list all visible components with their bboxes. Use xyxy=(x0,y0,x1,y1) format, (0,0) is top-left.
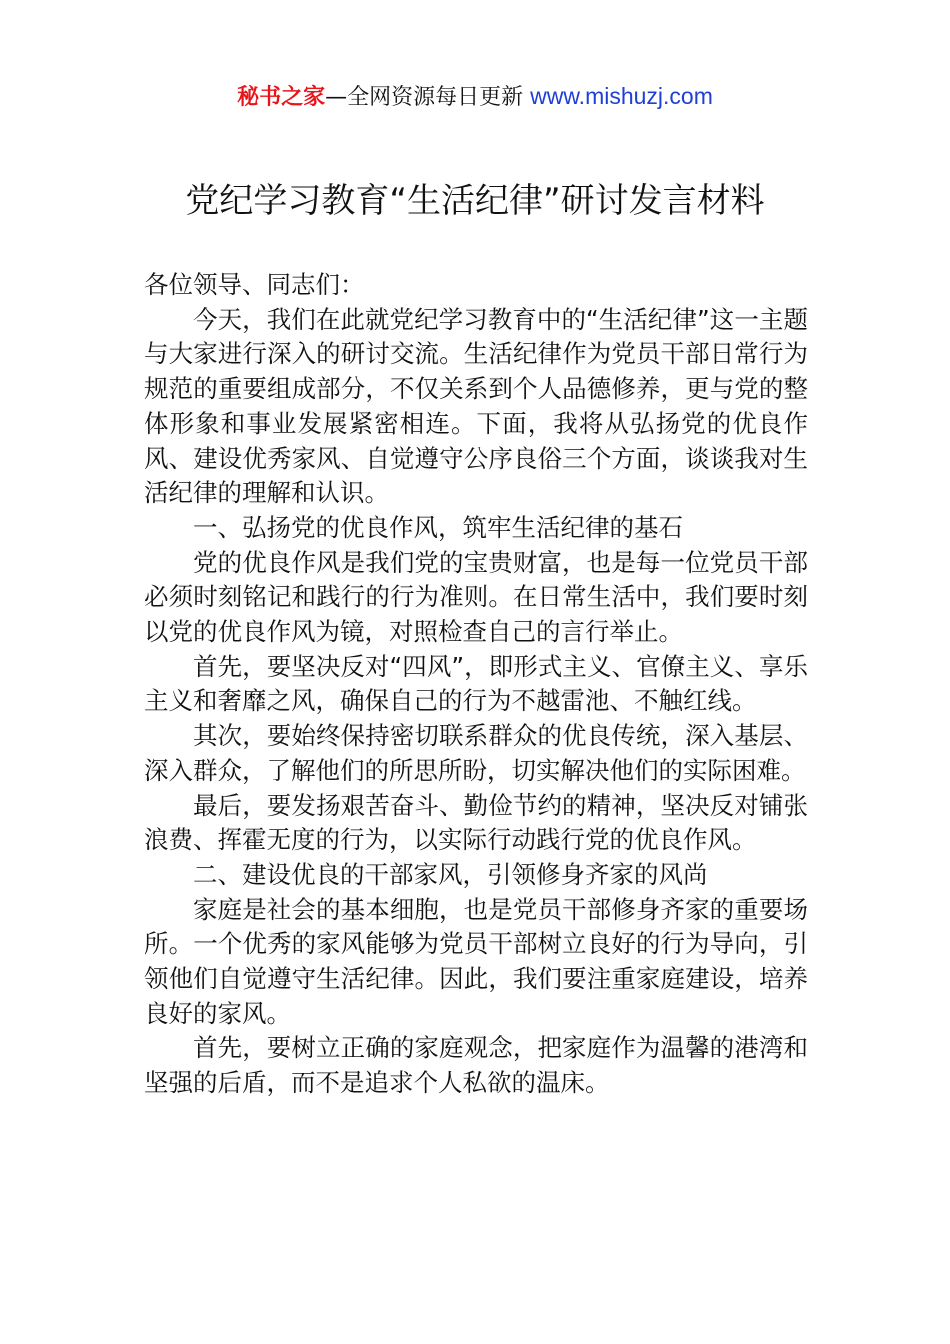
body-paragraph: 首先，要坚决反对“四风”，即形式主义、官僚主义、享乐主义和奢靡之风，确保自己的行为不越雷池、不触红线。 xyxy=(144,651,808,716)
document-body xyxy=(144,268,808,1101)
body-paragraph: 今天，我们在此就党纪学习教育中的“生活纪律”这一主题与大家进行深入的研讨交流。生活纪律作为党员干部日常行为规范的重要组成部分，不仅关系到个人品德修养，更与党的整体形象和事业发展紧密相连。下面，我将从弘扬党的优良作风、建设优秀家风、自觉遵守公序良俗三个方面，谈谈我对生活纪律的理解和认识。 xyxy=(144,304,808,508)
site-url-link[interactable]: www.mishuzj.com xyxy=(530,83,713,109)
section-heading: 一、弘扬党的优良作风，筑牢生活纪律的基石 xyxy=(193,512,683,542)
site-header xyxy=(0,80,950,114)
body-paragraph: 党的优良作风是我们党的宝贵财富，也是每一位党员干部必须时刻铭记和践行的行为准则。在日常生活中，我们要时刻以党的优良作风为镜，对照检查自己的言行举止。 xyxy=(144,547,808,647)
site-tagline: —全网资源每日更新 xyxy=(325,85,531,110)
body-paragraph: 家庭是社会的基本细胞，也是党员干部修身齐家的重要场所。一个优秀的家风能够为党员干部树立良好的行为导向，引领他们自觉遵守生活纪律。因此，我们要注重家庭建设，培养良好的家风。 xyxy=(144,894,808,1028)
site-name: 秘书之家 xyxy=(237,85,326,110)
section-heading: 二、建设优良的干部家风，引领修身齐家的风尚 xyxy=(193,859,708,889)
salutation: 各位领导、同志们： xyxy=(144,270,365,299)
body-paragraph: 最后，要发扬艰苦奋斗、勤俭节约的精神，坚决反对铺张浪费、挥霍无度的行为，以实际行动践行党的优良作风。 xyxy=(144,790,808,855)
body-paragraph: 首先，要树立正确的家庭观念，把家庭作为温馨的港湾和坚强的后盾，而不是追求个人私欲的温床。 xyxy=(144,1033,808,1098)
body-paragraph: 其次，要始终保持密切联系群众的优良传统，深入基层、深入群众，了解他们的所思所盼，切实解决他们的实际困难。 xyxy=(144,721,808,785)
document-title: 党纪学习教育“生活纪律”研讨发言材料 xyxy=(185,181,765,221)
